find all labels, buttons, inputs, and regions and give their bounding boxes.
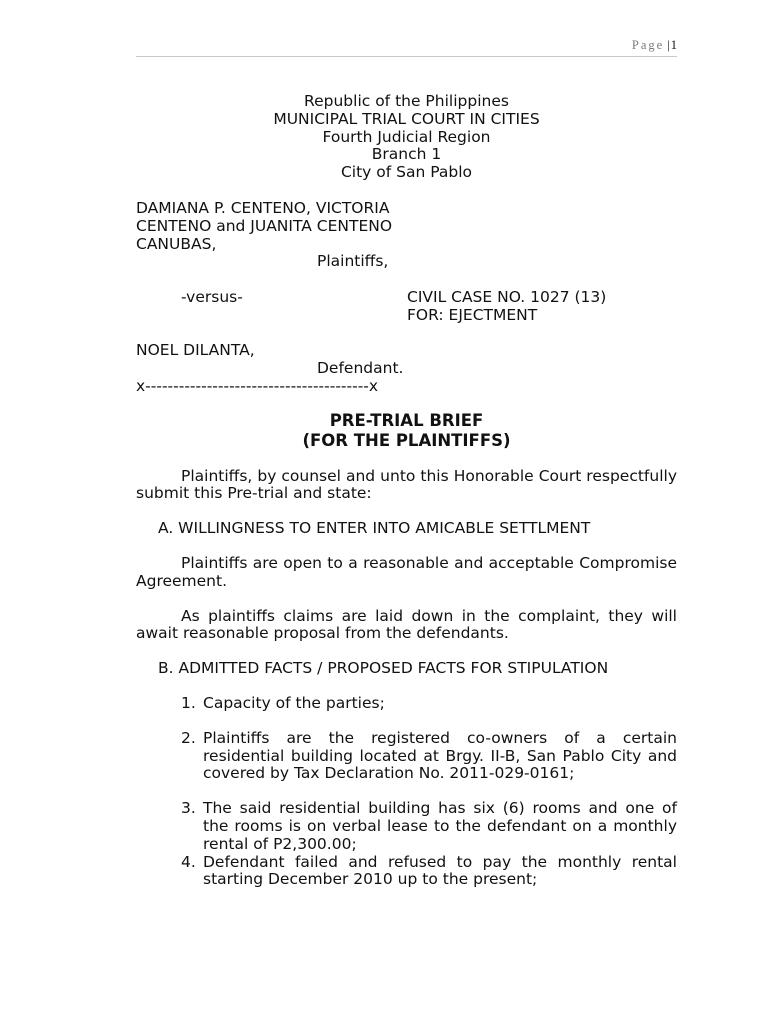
case-nature: FOR: EJECTMENT [407, 305, 538, 324]
court-line: Branch 1 [371, 145, 442, 164]
caption-divider: x----------------------------------------x [136, 376, 379, 395]
section-b-heading: B. ADMITTED FACTS / PROPOSED FACTS FOR STIPULATION [158, 659, 609, 678]
section-a-paragraph: Plaintiffs are open to a reasonable and acceptable Compromise Agreement. [136, 553, 677, 590]
fact-text: Defendant failed and refused to pay the monthly rental starting December 2010 up to the present; [203, 852, 677, 889]
fact-number: 2. [181, 728, 196, 747]
case-number: CIVIL CASE NO. 1027 (13) [407, 288, 607, 307]
court-heading [136, 93, 677, 182]
defendant-label: Defendant. [317, 358, 404, 377]
court-line: MUNICIPAL TRIAL COURT IN CITIES [273, 109, 540, 128]
intro-paragraph: Plaintiffs, by counsel and unto this Honorable Court respectfully submit this Pre-trial and state: [136, 466, 677, 503]
page-word: Page [631, 38, 665, 52]
page-number: 1 [670, 38, 677, 52]
fact-item [136, 800, 677, 853]
section-a-paragraph: As plaintiffs claims are laid down in the complaint, they will await reasonable proposal from the defendants. [136, 606, 677, 643]
versus-row [136, 289, 677, 325]
facts-list [136, 695, 677, 889]
plaintiffs-names: DAMIANA P. CENTENO, VICTORIA CENTENO and JUANITA CENTENO CANUBAS, [136, 198, 393, 253]
fact-number: 1. [181, 693, 196, 712]
defendant-block [136, 342, 677, 395]
title-line-1: PRE-TRIAL BRIEF [329, 410, 484, 430]
fact-text: Plaintiffs are the registered co-owners of a certain residential building located at Brgy. II-B, San Pablo City and covered by Tax Declaration No. 2011-029-0161; [203, 728, 677, 783]
plaintiffs-label: Plaintiffs, [317, 252, 389, 271]
fact-text: The said residential building has six (6) rooms and one of the rooms is on verbal lease to the defendant on a monthly rental of P2,300.00; [203, 799, 677, 853]
court-line: Fourth Judicial Region [322, 127, 491, 146]
fact-number: 3. [181, 799, 196, 818]
document-body [136, 93, 677, 889]
versus-label: -versus- [181, 288, 243, 307]
court-line: Republic of the Philippines [304, 92, 509, 110]
title-line-2: (FOR THE PLAINTIFFS) [302, 430, 511, 450]
document-title [136, 411, 677, 451]
page-separator: | [667, 38, 670, 52]
court-line: City of San Pablo [340, 163, 473, 182]
defendant-name: NOEL DILANTA, [136, 341, 255, 360]
fact-item [136, 854, 677, 890]
page-header [136, 38, 677, 57]
case-info [407, 289, 606, 325]
fact-text: Capacity of the parties; [203, 693, 385, 712]
section-a-heading: A. WILLINGNESS TO ENTER INTO AMICABLE SETTLMENT [158, 519, 591, 538]
fact-item [136, 695, 677, 713]
fact-number: 4. [181, 852, 196, 871]
fact-item [136, 730, 677, 783]
